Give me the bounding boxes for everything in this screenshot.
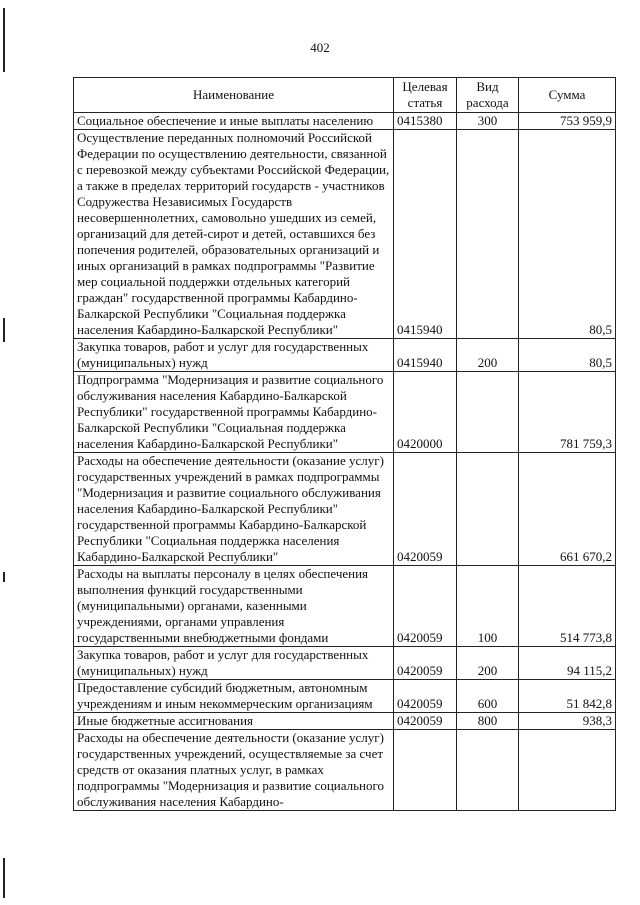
- row-code: 0420059: [394, 453, 457, 566]
- row-sum: 80,5: [519, 130, 616, 339]
- row-code: 0415940: [394, 130, 457, 339]
- row-name: Расходы на обеспечение деятельности (оказание услуг) государственных учреждений, осуществляемые за счет средств от оказания платных услуг, в рамках подпрограммы "Модернизация и развитие социального обслуживания населения Кабардино-: [74, 730, 394, 811]
- row-code: 0415940: [394, 339, 457, 372]
- table-row: [74, 339, 616, 372]
- row-kind: [457, 453, 519, 566]
- row-kind: 200: [457, 647, 519, 680]
- row-kind: 800: [457, 713, 519, 730]
- row-name: Закупка товаров, работ и услуг для государственных (муниципальных) нужд: [74, 647, 394, 680]
- row-code: 0415380: [394, 113, 457, 130]
- table-row: [74, 113, 616, 130]
- table-row: [74, 647, 616, 680]
- row-sum: 753 959,9: [519, 113, 616, 130]
- left-margin-mark-middle: [3, 318, 5, 342]
- row-name: Расходы на выплаты персоналу в целях обеспечения выполнения функций государственными (муниципальными) органами, казенными учреждениями, органами управления государственными внебюджетными фондами: [74, 566, 394, 647]
- table-row: [74, 372, 616, 453]
- row-sum: 80,5: [519, 339, 616, 372]
- row-kind: [457, 730, 519, 811]
- row-kind: [457, 372, 519, 453]
- row-sum: 94 115,2: [519, 647, 616, 680]
- table-row: [74, 566, 616, 647]
- header-sum: Сумма: [519, 78, 616, 113]
- left-margin-mark-bottom: [3, 858, 5, 898]
- row-code: 0420059: [394, 713, 457, 730]
- row-code: 0420059: [394, 647, 457, 680]
- row-sum: 514 773,8: [519, 566, 616, 647]
- row-name: Предоставление субсидий бюджетным, автономным учреждениям и иным некоммерческим организациям: [74, 680, 394, 713]
- row-code: 0420059: [394, 566, 457, 647]
- row-kind: 600: [457, 680, 519, 713]
- budget-table: [73, 77, 616, 811]
- table-header-row: [74, 78, 616, 113]
- left-margin-mark-lower: [3, 572, 5, 582]
- row-name: Осуществление переданных полномочий Российской Федерации по осуществлению деятельности, связанной с перевозкой между субъектами Российской Федерации, а также в пределах территорий государств - участников Содружества Независимых Государств несовершеннолетних, самовольно ушедших из семей, организаций для детей-сирот и детей, оставшихся без попечения родителей, образовательных организаций и иных организаций в рамках подпрограммы "Развитие мер социальной поддержки отдельных категорий граждан" государственной программы Кабардино-Балкарской Республики "Социальная поддержка населения Кабардино-Балкарской Республики": [74, 130, 394, 339]
- row-name: Расходы на обеспечение деятельности (оказание услуг) государственных учреждений в рамках подпрограммы "Модернизация и развитие социального обслуживания населения Кабардино-Балкарской Республики" государственной программы Кабардино-Балкарской Республики "Социальная поддержка населения Кабардино-Балкарской Республики": [74, 453, 394, 566]
- row-name: Социальное обеспечение и иные выплаты населению: [74, 113, 394, 130]
- row-sum: [519, 730, 616, 811]
- page-number: 402: [310, 40, 330, 55]
- row-sum: 781 759,3: [519, 372, 616, 453]
- row-name: Иные бюджетные ассигнования: [74, 713, 394, 730]
- table-row: [74, 130, 616, 339]
- row-sum: 661 670,2: [519, 453, 616, 566]
- table-row: [74, 680, 616, 713]
- row-name: Подпрограмма "Модернизация и развитие социального обслуживания населения Кабардино-Балкарской Республики" государственной программы Кабардино-Балкарской Республики "Социальная поддержка населения Кабардино-Балкарской Республики": [74, 372, 394, 453]
- table-row: [74, 730, 616, 811]
- row-sum: 938,3: [519, 713, 616, 730]
- row-kind: [457, 130, 519, 339]
- row-code: 0420000: [394, 372, 457, 453]
- row-code: 0420059: [394, 680, 457, 713]
- table-row: [74, 453, 616, 566]
- row-kind: 100: [457, 566, 519, 647]
- row-name: Закупка товаров, работ и услуг для государственных (муниципальных) нужд: [74, 339, 394, 372]
- table-row: [74, 713, 616, 730]
- row-sum: 51 842,8: [519, 680, 616, 713]
- header-kind: Вид расхода: [457, 78, 519, 113]
- row-code: [394, 730, 457, 811]
- header-name: Наименование: [74, 78, 394, 113]
- row-kind: 200: [457, 339, 519, 372]
- row-kind: 300: [457, 113, 519, 130]
- header-code: Целевая статья: [394, 78, 457, 113]
